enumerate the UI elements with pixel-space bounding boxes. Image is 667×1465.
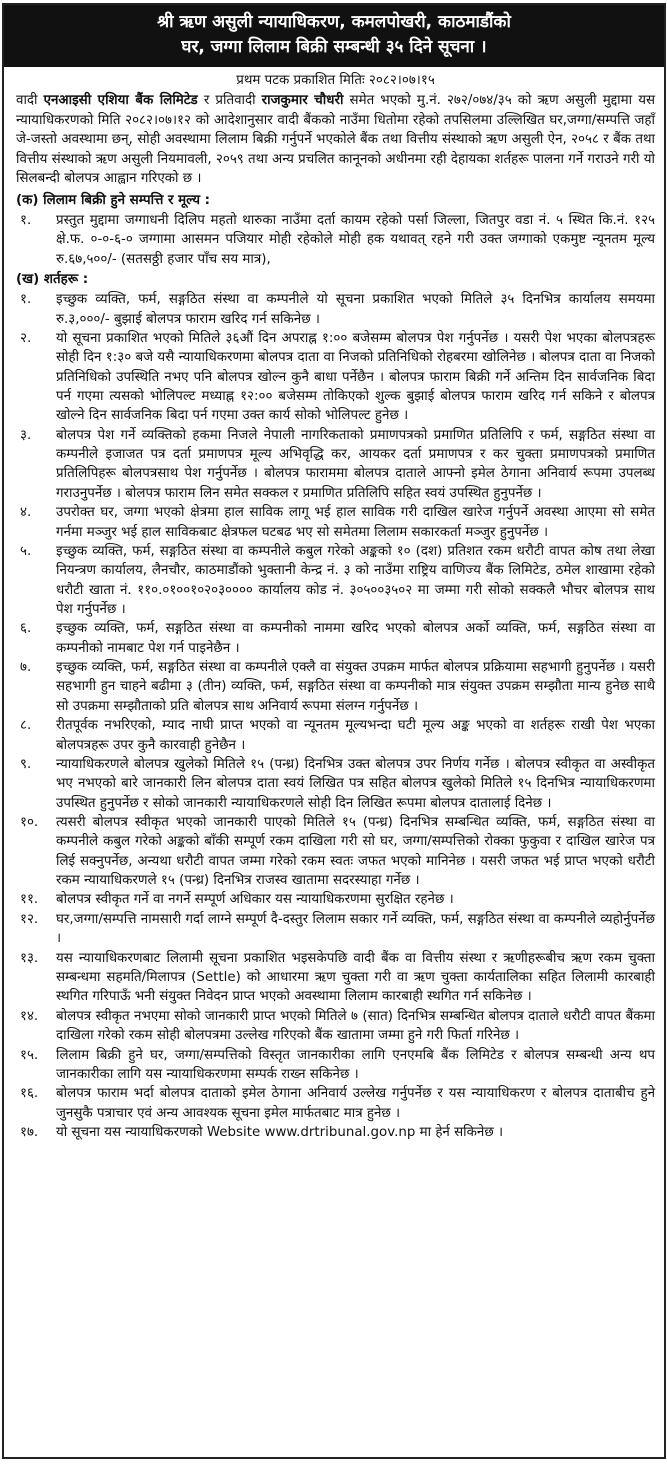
item-number: १. [20,213,32,228]
item-text: उपरोक्त घर, जग्गा भएको क्षेत्रमा हाल साविक लागू भई हाल साविक गरी दाखिल खारेज गर्नुपर्ने अवस्था आएमा सो समेत गर्नमा मञ्जुर भई हाल साविकबाट क्षेत्रफल घटबढ भए सो समेतमा लिलाम सकारकर्ता मञ्जुर हुनुपर्नेछ । [56,505,655,540]
section-b-heading: (ख) शर्तहरू : [16,271,89,287]
notice-header [4,5,664,67]
item-number: १३. [20,950,39,966]
notice-title-line1: श्री ऋण असुली न्यायाधिकरण, कमलपोखरी, काठमाडौंको [157,12,511,32]
item-text: रीतपूर्वक नभरिएको, म्याद नाघी प्राप्त भएको वा न्यूनतम मूल्यभन्दा घटी मूल्य अङ्क भएको वा शर्तहरू राखी पेश भएका बोलपत्रहरू उपर कुनै कारवाही हुनेछैन । [56,718,655,753]
item-text: बोलपत्र फाराम भर्दा बोलपत्र दाताको इमेल ठेगाना अनिवार्य उल्लेख गर्नुपर्नेछ र यस न्यायाधिकरण र बोलपत्र दाताबीच हुने जुनसुकै पत्राचार एवं अन्य आवश्यक सूचना इमेल मार्फतबाट मात्र हुनेछ । [56,1086,655,1121]
list-item [16,1123,655,1142]
list-item [16,890,655,909]
conditions-list [16,290,655,1142]
item-text: घर,जग्गा/सम्पत्ति नामसारी गर्दा लाग्ने सम्पूर्ण दै-दस्तुर लिलाम सकार गर्ने व्यक्ति, फर्म, सङ्गठित संस्था वा कम्पनीले व्यहोर्नुपर्नेछ । [56,911,655,947]
item-text: लिलाम बिक्री हुने घर, जग्गा/सम्पत्तिको विस्तृत जानकारीका लागि एनएमबि बैंक लिमिटेड र बोलपत्र सम्बन्धी अन्य थप जानकारीका लागि यस न्यायाधिकरणमा सम्पर्क राख्न सकिनेछ । [56,1047,655,1082]
item-text: बोलपत्र स्वीकृत नभएमा सोको जानकारी प्राप्त भएको मितिले ७ (सात) दिनभित्र सम्बन्धित बोलपत्र दाताले धरौटी वापत बैंकमा दाखिला गरेको रकम सोही बोलपत्रमा उल्लेख गरिएको बैंक खातामा जम्मा हुने गरी फिर्ता गरिनेछ । [56,1008,655,1044]
list-item [16,949,655,1007]
item-number: १७. [20,1125,39,1141]
list-item [16,716,655,755]
list-item [16,658,655,716]
list-item [16,290,655,329]
notice-title-line2: घर, जग्गा लिलाम बिक्री सम्बन्धी ३५ दिने सूचना । [181,37,487,57]
intro-text-3: समेत भएको मु.नं. २७२/०७४/३५ को ऋण असुली मुद्दामा यस न्यायाधिकरणको मिति २०८२।०७।१२ को आदेशानुसार वादी बैंकको नाउँमा धितोमा रहेको तपसिलमा उल्लिखित घर,जग्गा/सम्पत्ति जहाँ जे-जस्तो अवस्थामा छन्, सोही अवस्थामा लिलाम बिक्री गर्नुपर्ने भएकोले बैंक तथा वित्तीय संस्थाको ऋण असुली ऐन, २०५८ र बैंक तथा वित्तीय संस्थाको ऋण असुली नियमावली, २०५९ तथा अन्य प्रचलित कानूनको अधीनमा रही देहायका शर्तहरू पालना गर्ने गराउने गरी यो सिलबन्दी बोलपत्र आह्वान गरिएको छ । [16,93,656,186]
list-item [16,619,655,658]
notice-page [2,3,666,1459]
item-text: इच्छुक व्यक्ति, फर्म, सङ्गठित संस्था वा कम्पनीले कबुल गरेको अङ्कको १० (दश) प्रतिशत रकम धरौटी वापत कोष तथा लेखा नियन्त्रण कार्यालय, लैनचौर, काठमाडौंको भुक्तानी केन्द्र नं. ३ को नाउँमा राष्ट्रिय वाणिज्य बैंक लिमिटेड, ठमेल शाखामा रहेको धरौटी खाता नं. ११०.०१००१०२०३०००० कार्यालय कोड नं. ३०५००३५०२ मा जम्मा गरी सोको सक्कलै भौचर बोलपत्र साथ पेश गर्नुपर्नेछ । [56,544,655,617]
item-number: ७. [20,660,32,676]
item-number: ४. [20,505,32,521]
list-item [16,1007,655,1046]
defendant-name: राजकुमार चौधरी [261,93,344,108]
item-number: १२. [20,911,39,927]
list-item [16,426,655,503]
item-number: ११. [20,892,39,908]
item-number: २. [20,331,32,347]
list-item [16,1046,655,1085]
section-a-list [16,211,655,269]
item-text: यस न्यायाधिकरणबाट लिलामी सूचना प्रकाशित भइसकेपछि वादी बैंक वा वित्तीय संस्था र ऋणीहरूबीच ऋण रकम चुक्ता सम्बन्धमा सहमति/मिलापत्र (Settle) को आधारमा ऋण चुक्ता गरी वा ऋण चुक्ता कार्यतालिका सहित लिलामी कारबाही स्थगित गरिपाऊँ भनी संयुक्त निवेदन प्राप्त भएको अवस्थामा लिलाम कारबाही स्थगित गर्न सकिनेछ । [56,950,655,1005]
list-item [16,211,655,269]
list-item [16,910,655,949]
list-item [16,329,655,425]
list-item [16,755,655,813]
item-number: १६. [20,1086,39,1102]
item-text: यो सूचना यस न्यायाधिकरणको Website www.drtribunal.gov.np मा हेर्न सकिनेछ । [56,1125,504,1141]
item-number: १५. [20,1047,39,1063]
item-number: ६. [20,621,32,637]
item-text: बोलपत्र स्वीकृत गर्ने वा नगर्ने सम्पूर्ण अधिकार यस न्यायाधिकरणमा सुरक्षित रहनेछ । [56,892,454,908]
item-number: १. [20,292,32,308]
list-item [16,503,655,542]
item-number: ९. [20,757,32,773]
section-a-heading: (क) लिलाम बिक्री हुने सम्पत्ति र मूल्य : [16,192,211,208]
item-text: इच्छुक व्यक्ति, फर्म, सङ्गठित संस्था वा कम्पनीले यो सूचना प्रकाशित भएको मितिले ३५ दिनभित्र कार्यालय समयमा रु.३,०००/- बुझाई बोलपत्र फाराम खरिद गर्न सकिनेछ । [56,292,655,327]
item-text: यो सूचना प्रकाशित भएको मितिले ३६औं दिन अपराह्न १:०० बजेसम्म बोलपत्र पेश गर्नुपर्नेछ । यसरी पेश भएका बोलपत्रहरू सोही दिन १:३० बजे यसै न्यायाधिकरणमा बोलपत्र दाता वा निजको प्रतिनिधिको रोहबरमा खोलिनेछ । बोलपत्र दाता वा निजको प्रतिनिधिको उपस्थिति नभए पनि बोलपत्र खोल्न कुनै बाधा पर्नेछैन । बोलपत्र फाराम बिक्री गर्ने अन्तिम दिन सार्वजनिक बिदा पर्न गएमा त्यसको भोलिपल्ट मध्याह्न १२:०० बजेसम्म तोकिएको शुल्क बुझाई बोलपत्र फाराम खरिद गर्न सकिने र बोलपत्र खोल्ने दिन सार्वजनिक बिदा पर्न गएमा उक्त कार्य सोको भोलिपल्ट हुनेछ । [56,331,655,424]
item-text: बोलपत्र पेश गर्ने व्यक्तिको हकमा निजले नेपाली नागरिकताको प्रमाणपत्रको प्रमाणित प्रतिलिपि र फर्म, सङ्गठित संस्था वा कम्पनीले इजाजत पत्र दर्ता प्रमाणपत्र मूल्य अभिवृद्धि कर, आयकर दर्ता प्रमाणपत्र र कर चुक्ता प्रमाणपत्रको प्रमाणित प्रतिलिपिहरू बोलपत्रसाथ पेश गर्नुपर्नेछ । बोलपत्र फाराममा बोलपत्र दाताले आफ्नो इमेल ठेगाना अनिवार्य रूपमा उपलब्ध गराउनुपर्नेछ । बोलपत्र फाराम लिन समेत सक्कल र प्रमाणित प्रतिलिपि सहित स्वयं उपस्थित हुनुपर्नेछ । [56,427,655,501]
item-text: इच्छुक व्यक्ति, फर्म, सङ्गठित संस्था वा कम्पनीको नाममा खरिद भएको बोलपत्र अर्को व्यक्ति, फर्म, सङ्गठित संस्था वा कम्पनीको नामबाट पेश गर्न पाइनेछैन । [56,621,655,656]
item-text: इच्छुक व्यक्ति, फर्म, सङ्गठित संस्था वा कम्पनीले एक्लै वा संयुक्त उपक्रम मार्फत बोलपत्र प्रक्रियामा सहभागी हुनुपर्नेछ । यसरी सहभागी हुन चाहने बढीमा ३ (तीन) व्यक्ति, फर्म, सङ्गठित संस्था वा कम्पनीको मात्र संयुक्त उपक्रम सम्झौता मान्य हुनेछ साथै सो उपक्रमा सम्झौताको प्रति बोलपत्र साथ अनिवार्य रूपमा संलग्न गर्नुपर्नेछ । [56,660,655,714]
item-number: १०. [20,815,39,831]
intro-paragraph [16,91,655,189]
list-item [16,813,655,890]
item-text: न्यायाधिकरणले बोलपत्र खुलेको मितिले १५ (पन्ध्र) दिनभित्र उक्त बोलपत्र उपर निर्णय गर्नेछ । बोलपत्र स्वीकृत वा अस्वीकृत भए नभएको बारे जानकारी लिन बोलपत्र दाता स्वयं लिखित पत्र सहित बोलपत्र खुलेको मितिले १५ दिनभित्र न्यायाधिकरणमा उपस्थित हुनुपर्नेछ र सोको जानकारी न्यायाधिकरणले सोही दिन लिखित रूपमा बोलपत्र दातालाई दिनेछ । [56,757,655,811]
item-number: ३. [20,427,32,443]
list-item [16,542,655,619]
notice-body [4,67,664,1142]
intro-text-2: र प्रतिवादी [197,93,262,108]
item-number: ५. [20,544,32,559]
item-text: प्रस्तुत मुद्दामा जग्गाधनी दिलिप महतो थारुका नाउँमा दर्ता कायम रहेको पर्सा जिल्ला, जितपुर वडा नं. ५ स्थित कि.नं. १२५ क्षे.फ. ०-०-६-० जग्गामा आसमन पजियार मोही रहेकोले मोही हक यथावत् रहने गरी उक्त जग्गाको एकमुष्ट न्यूनतम मूल्य रु.६७,५००/- (सतसठ्ठी हजार पाँच सय मात्र), [56,213,655,267]
plaintiff-name: एनआइसी एशिया बैंक लिमिटेड [43,93,198,108]
item-text: त्यसरी बोलपत्र स्वीकृत भएको जानकारी पाएको मितिले १५ (पन्ध्र) दिनभित्र सम्बन्धित व्यक्ति, फर्म, सङ्गठित संस्था वा कम्पनीले कबुल गरेको अङ्कको बाँकी सम्पूर्ण रकम दाखिला गरी सो घर, जग्गा/सम्पत्तिको रोक्का फुकुवा र दाखिल खारेज पत्र लिई सक्नुपर्नेछ, अन्यथा धरौटी वापत जम्मा गरेको रकम स्वतः जफत भएको मानिनेछ । यसरी जफत भई प्राप्त भएको धरौटी रकम न्यायाधिकरणले १५ (पन्ध्र) दिनभित्र राजस्व खातामा सदरस्याहा गर्नेछ । [56,815,655,888]
list-item [16,1084,655,1123]
item-number: ८. [20,718,32,734]
item-number: १४. [20,1008,39,1024]
publication-date: प्रथम पटक प्रकाशित मितिः २०८२।०७।१५ [236,73,435,88]
intro-text-1: वादी [16,93,44,108]
